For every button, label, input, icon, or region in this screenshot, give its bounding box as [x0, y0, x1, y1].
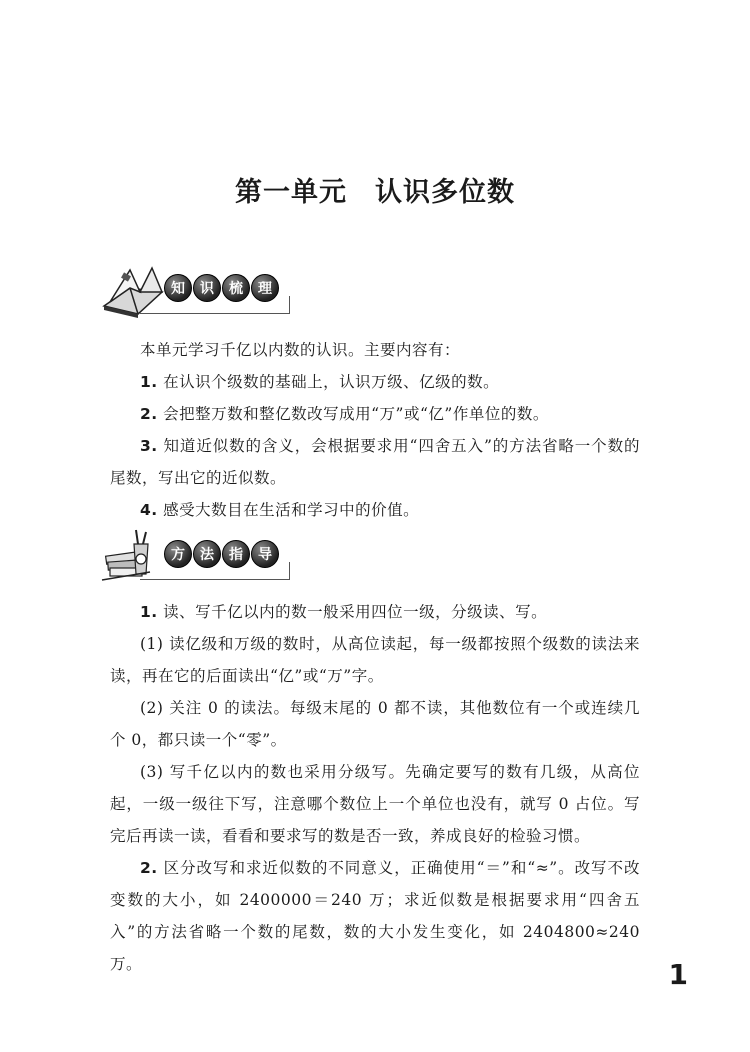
badge-char: 指: [222, 540, 250, 568]
badge-char: 法: [193, 540, 221, 568]
page-title: 第一单元 认识多位数: [235, 177, 515, 208]
badge-char: 导: [251, 540, 279, 568]
page-number: 1: [668, 958, 688, 991]
knowledge-content: [110, 334, 640, 526]
divider: [289, 562, 290, 580]
books-pencil-icon: [100, 528, 170, 586]
badge-char: 理: [251, 274, 279, 302]
badge-char: 知: [164, 274, 192, 302]
paragraph: (3) 写千亿以内的数也采用分级写。先确定要写的数有几级，从高位起，一级一级往下写，注意哪个数位上一个单位也没有，就写 0 占位。写完后再读一读，看看和要求写的数是否一致，养成良好的检验习惯。: [110, 763, 640, 845]
section-badges: [164, 274, 279, 302]
divider: [289, 296, 290, 314]
section-header-method: [100, 528, 270, 588]
badge-char: 识: [193, 274, 221, 302]
paragraph: (1) 读亿级和万级的数时，从高位读起，每一级都按照个级数的读法来读，再在它的后面读出“亿”或“万”字。: [110, 635, 640, 685]
paragraph: 2. 会把整万数和整亿数改写成用“万”或“亿”作单位的数。: [140, 405, 549, 423]
open-book-icon: [100, 262, 170, 320]
paragraph: 1. 读、写千亿以内的数一般采用四位一级，分级读、写。: [140, 603, 548, 621]
section-badges: [164, 540, 279, 568]
paragraph: 本单元学习千亿以内数的认识。主要内容有：: [140, 341, 461, 359]
section-header-knowledge: [100, 262, 270, 322]
method-content: [110, 596, 640, 980]
paragraph: 2. 区分改写和求近似数的不同意义，正确使用“＝”和“≈”。改写不改变数的大小，如 2400000＝240 万；求近似数是根据要求用“四舍五入”的方法省略一个数的尾数，数的大小发生变化，如 2404800≈240 万。: [110, 859, 640, 973]
paragraph: 1. 在认识个级数的基础上，认识万级、亿级的数。: [140, 373, 500, 391]
divider: [140, 579, 290, 580]
divider: [140, 313, 290, 314]
paragraph: 4. 感受大数目在生活和学习中的价值。: [140, 501, 420, 519]
paragraph: (2) 关注 0 的读法。每级末尾的 0 都不读，其他数位有一个或连续几个 0，都只读一个“零”。: [110, 699, 640, 749]
paragraph: 3. 知道近似数的含义，会根据要求用“四舍五入”的方法省略一个数的尾数，写出它的近似数。: [110, 437, 640, 487]
badge-char: 梳: [222, 274, 250, 302]
badge-char: 方: [164, 540, 192, 568]
